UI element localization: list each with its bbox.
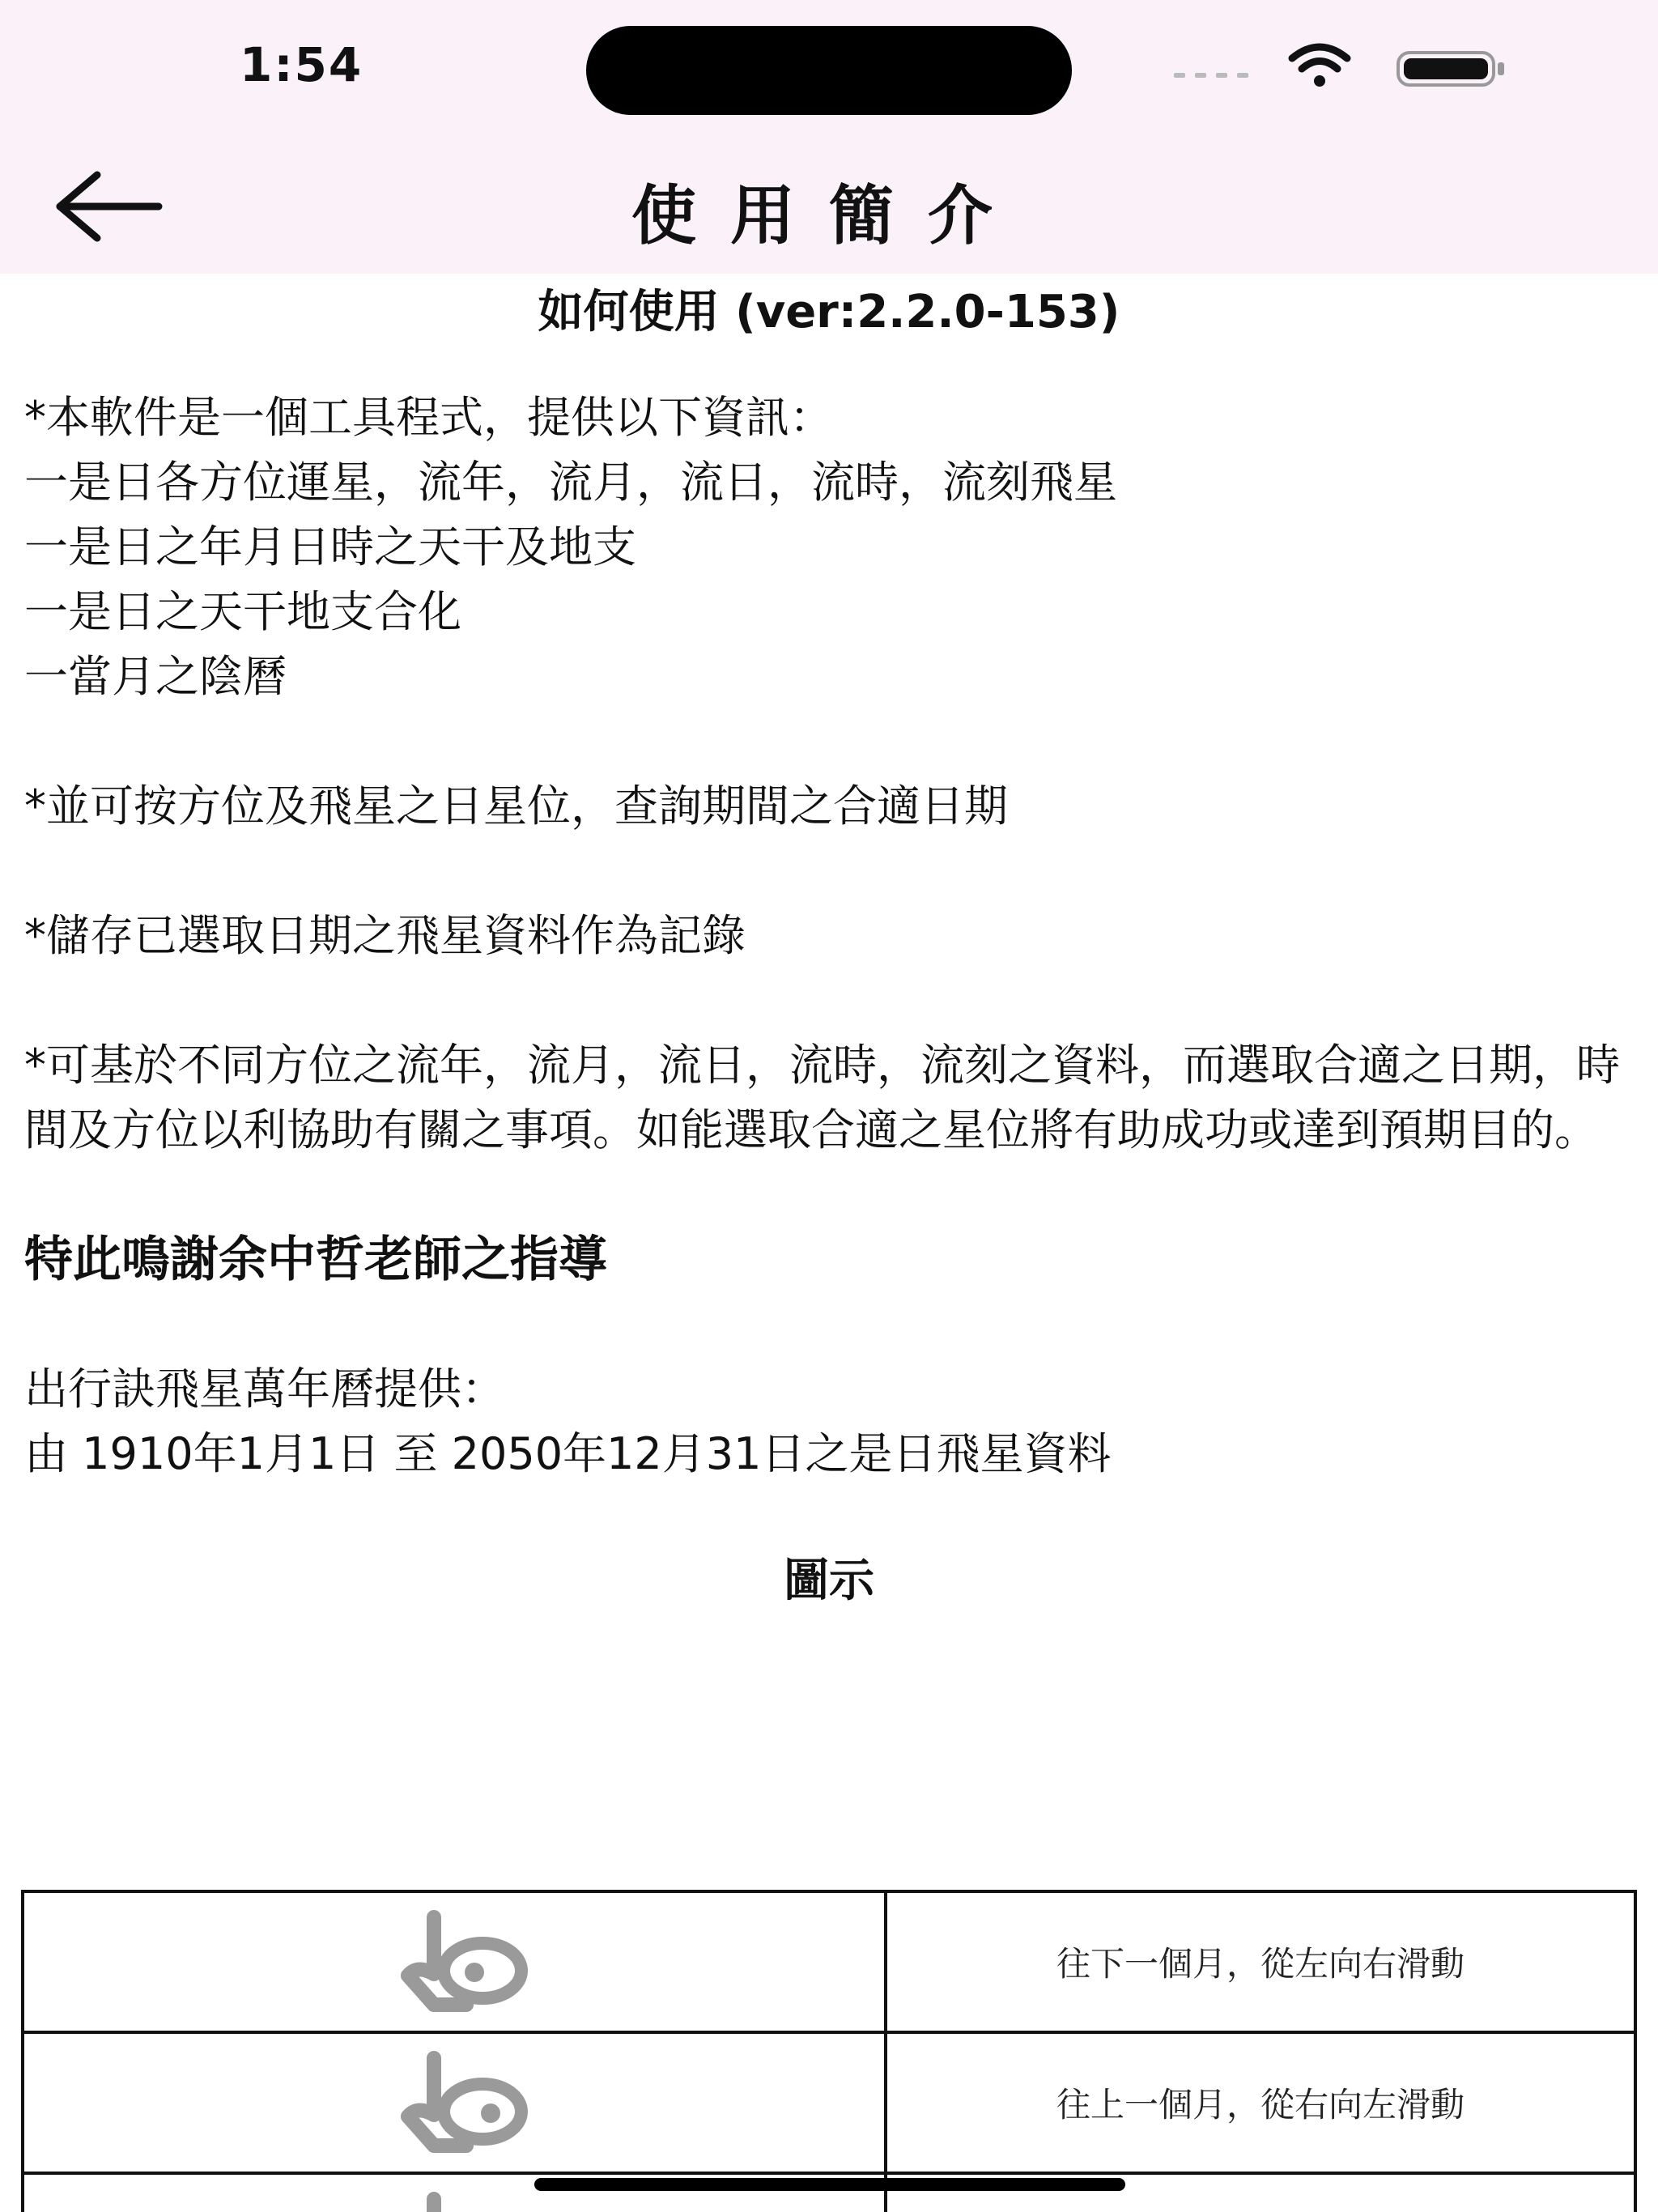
intro-line: *本軟件是一個工具程式，提供以下資訊： xyxy=(24,392,833,443)
intro-line: 一是日之年月日時之天干及地支 xyxy=(24,521,636,572)
app-bar xyxy=(0,138,1658,274)
help-body xyxy=(0,385,1658,1487)
version-heading: 如何使用 (ver:2.2.0-153) xyxy=(538,286,1120,338)
help-content xyxy=(0,274,1658,1610)
legend-description: 往上一個月，從右向左滑動 xyxy=(886,2032,1635,2173)
intro-line: 一是日各方位運星，流年，流月，流日，流時，流刻飛星 xyxy=(24,457,1117,508)
search-note: *並可按方位及飛星之日星位，查詢期間之合適日期 xyxy=(24,781,1008,832)
legend-table xyxy=(21,1890,1637,2212)
wifi-icon xyxy=(1287,42,1352,91)
cellular-signal-icon xyxy=(1174,73,1248,78)
source-line: 出行訣飛星萬年曆提供： xyxy=(24,1363,505,1414)
legend-row xyxy=(23,2032,1635,2173)
usage-note: *可基於不同方位之流年，流月，流日，流時，流刻之資料，而選取合適之日期，時間及方位以利協助有關之事項。如能選取合適之星位將有助成功或達到預期目的。 xyxy=(24,1040,1620,1155)
page-title: 使用簡介 xyxy=(631,178,1027,253)
swipe-gesture-icon xyxy=(377,2189,531,2212)
swipe-left-gesture-icon xyxy=(377,2048,531,2154)
source-line: 由 1910年1月1日 至 2050年12月31日之是日飛星資料 xyxy=(24,1428,1112,1479)
legend-description: 往下一個月，從左向右滑動 xyxy=(886,1891,1635,2032)
intro-line: 一是日之天干地支合化 xyxy=(24,586,461,637)
status-time: 1:54 xyxy=(240,37,363,92)
battery-icon xyxy=(1396,50,1509,87)
status-bar xyxy=(0,0,1658,138)
home-indicator[interactable] xyxy=(534,2178,1125,2191)
intro-line: 一當月之陰曆 xyxy=(24,651,287,702)
acknowledgement: 特此鳴謝余中哲老師之指導 xyxy=(24,1231,607,1288)
legend-title: 圖示 xyxy=(784,1555,874,1607)
save-note: *儲存已選取日期之飛星資料作為記錄 xyxy=(24,910,746,961)
swipe-right-gesture-icon xyxy=(377,1908,531,2013)
dynamic-island xyxy=(586,26,1072,115)
legend-row xyxy=(23,1891,1635,2032)
